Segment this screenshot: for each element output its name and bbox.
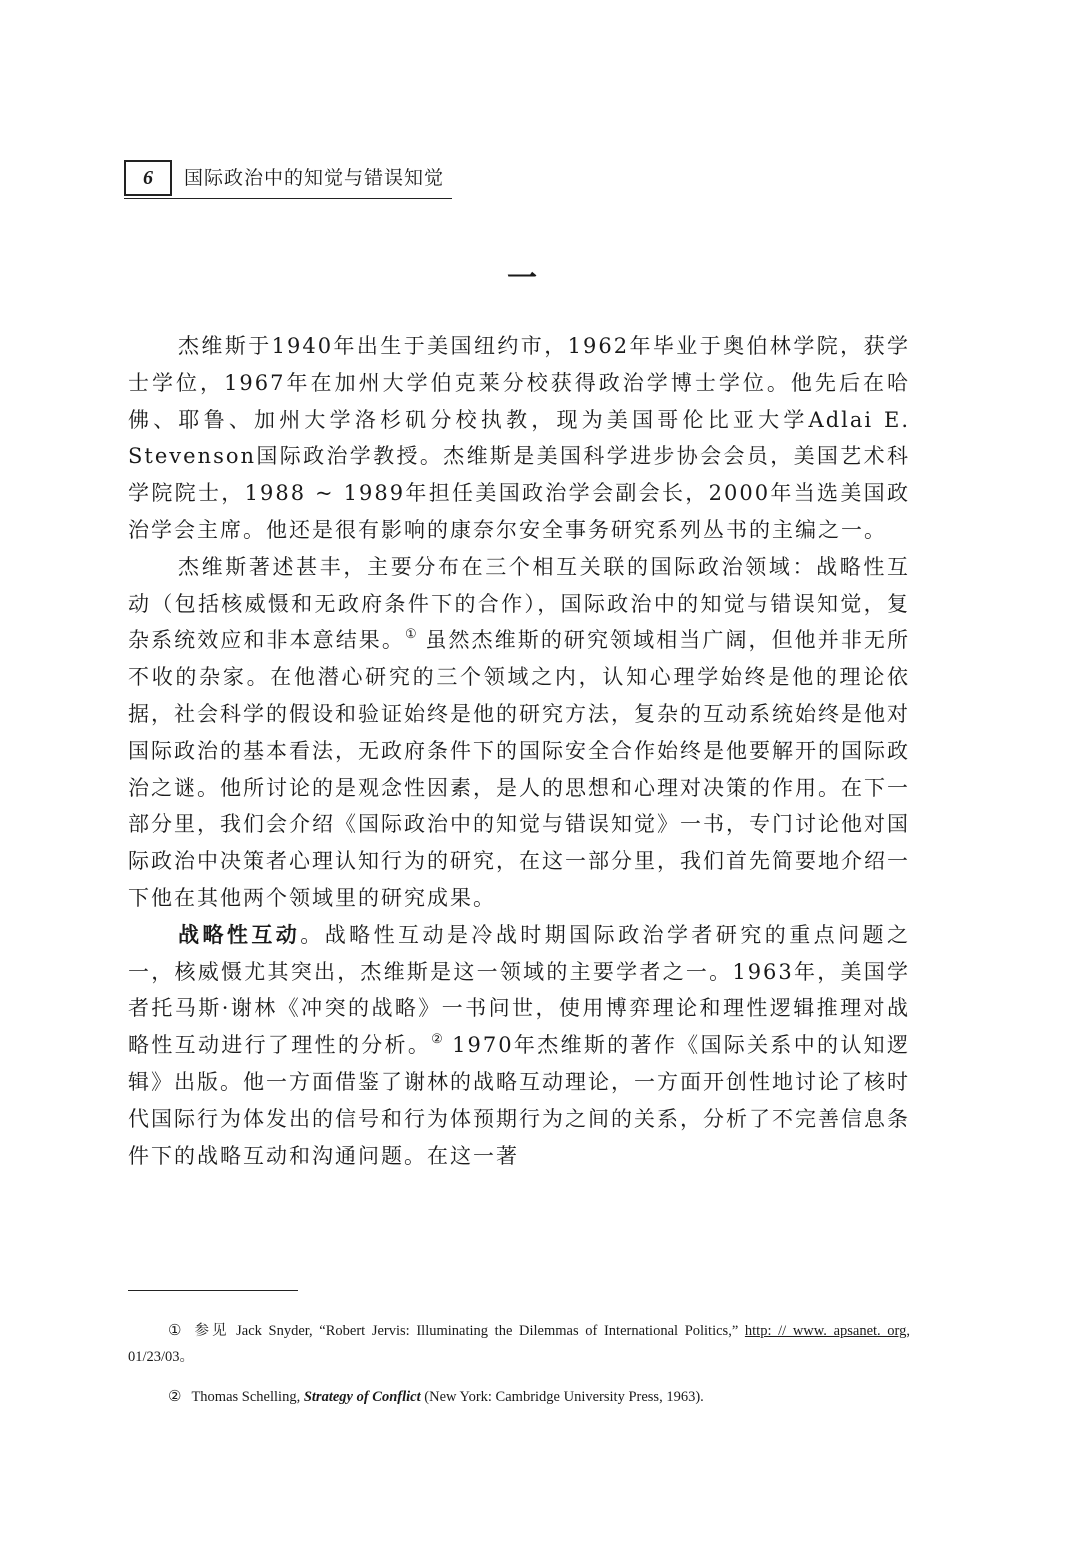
paragraph-research-fields — [128, 549, 910, 917]
paragraph-strategic-interaction — [128, 917, 910, 1175]
paragraph-text: 杰维斯著述甚丰，主要分布在三个相互关联的国际政治领域：战略性互动（包括核威慑和无政府条件下的合作），国际政治中的知觉与错误知觉，复杂系统效应和非本意结果。 — [128, 554, 910, 653]
footnote-divider — [128, 1290, 298, 1291]
paragraph-text: 。战略性互动是冷战时期国际政治学者研究的重点问题之一，核威慑尤其突出，杰维斯是这一领域的主要学者之一。1963年，美国学者托马斯·谢林《冲突的战略》一书问世，使用博弈理论和理性逻辑推理对战略性互动进行了理性的分析。 — [128, 922, 911, 1058]
paragraph-biography — [128, 328, 910, 549]
paragraph-text: 虽然杰维斯的研究领域相当广阔，但他并非无所不收的杂家。在他潜心研究的三个领域之内，认知心理学始终是他的理论依据，社会科学的假设和验证始终是他的研究方法，复杂的互动系统始终是他对国际政治的基本看法，无政府条件下的国际安全合作始终是他要解开的国际政治之谜。他所讨论的是观念性因素，是人的思想和心理对决策的作用。在下一部分里，我们会介绍《国际政治中的知觉与错误知觉》一书，专门讨论他对国际政治中决策者心理认知行为的研究，在这一部分里，我们首先简要地介绍一下他在其他两个领域里的研究成果。 — [128, 628, 910, 910]
running-header — [124, 160, 452, 199]
footnote-mark: ① — [168, 1323, 185, 1339]
footnote-mark: ② — [168, 1389, 182, 1405]
footnote-text: 参见 Jack Snyder, “Robert Jervis: Illuminating the Dilemmas of International Politics,” — [194, 1323, 745, 1339]
page-number: 6 — [124, 160, 172, 196]
footnote-1 — [128, 1318, 910, 1370]
paragraph-text: 1970年杰维斯的著作《国际关系中的认知逻辑》出版。他一方面借鉴了谢林的战略互动理论，一方面开创性地讨论了核时代国际行为体发出的信号和行为体预期行为之间的关系，分析了不完善信息条件下的战略互动和沟通问题。在这一著 — [128, 1033, 911, 1168]
footnote-link[interactable]: http: // www. apsanet. org — [744, 1323, 907, 1339]
footnotes — [128, 1318, 910, 1424]
section-number: 一 — [507, 261, 537, 296]
running-title: 国际政治中的知觉与错误知觉 — [184, 167, 445, 189]
paragraph-lead-heading: 战略性互动 — [178, 922, 301, 947]
body-text — [128, 328, 910, 1174]
footnote-book-title: Strategy of Conflict — [303, 1389, 421, 1405]
paragraph-text: 杰维斯于1940年出生于美国纽约市，1962年毕业于奥伯林学院，获学士学位，1967年在加州大学伯克莱分校获得政治学博士学位。他先后在哈佛、耶鲁、加州大学洛杉矶分校执教，现为美国哥伦比亚大学Adlai E. Stevenson国际政治学教授。杰维斯是美国科学进步协会会员，美国艺术科学院院士，1988 ~ 1989年担任美国政治学会副会长，2000年当选美国政治学会主席。他还是很有影响的康奈尔安全事务研究系列丛书的主编之一。 — [128, 334, 910, 542]
footnote-date: , 01/23/03。 — [128, 1323, 910, 1365]
footnote-ref-2[interactable]: ② — [431, 1032, 444, 1048]
footnote-2 — [128, 1384, 910, 1410]
footnote-ref-1[interactable]: ① — [404, 627, 417, 643]
footnote-publication: (New York: Cambridge University Press, 1963). — [420, 1389, 704, 1405]
footnote-text: Thomas Schelling, — [191, 1389, 304, 1405]
